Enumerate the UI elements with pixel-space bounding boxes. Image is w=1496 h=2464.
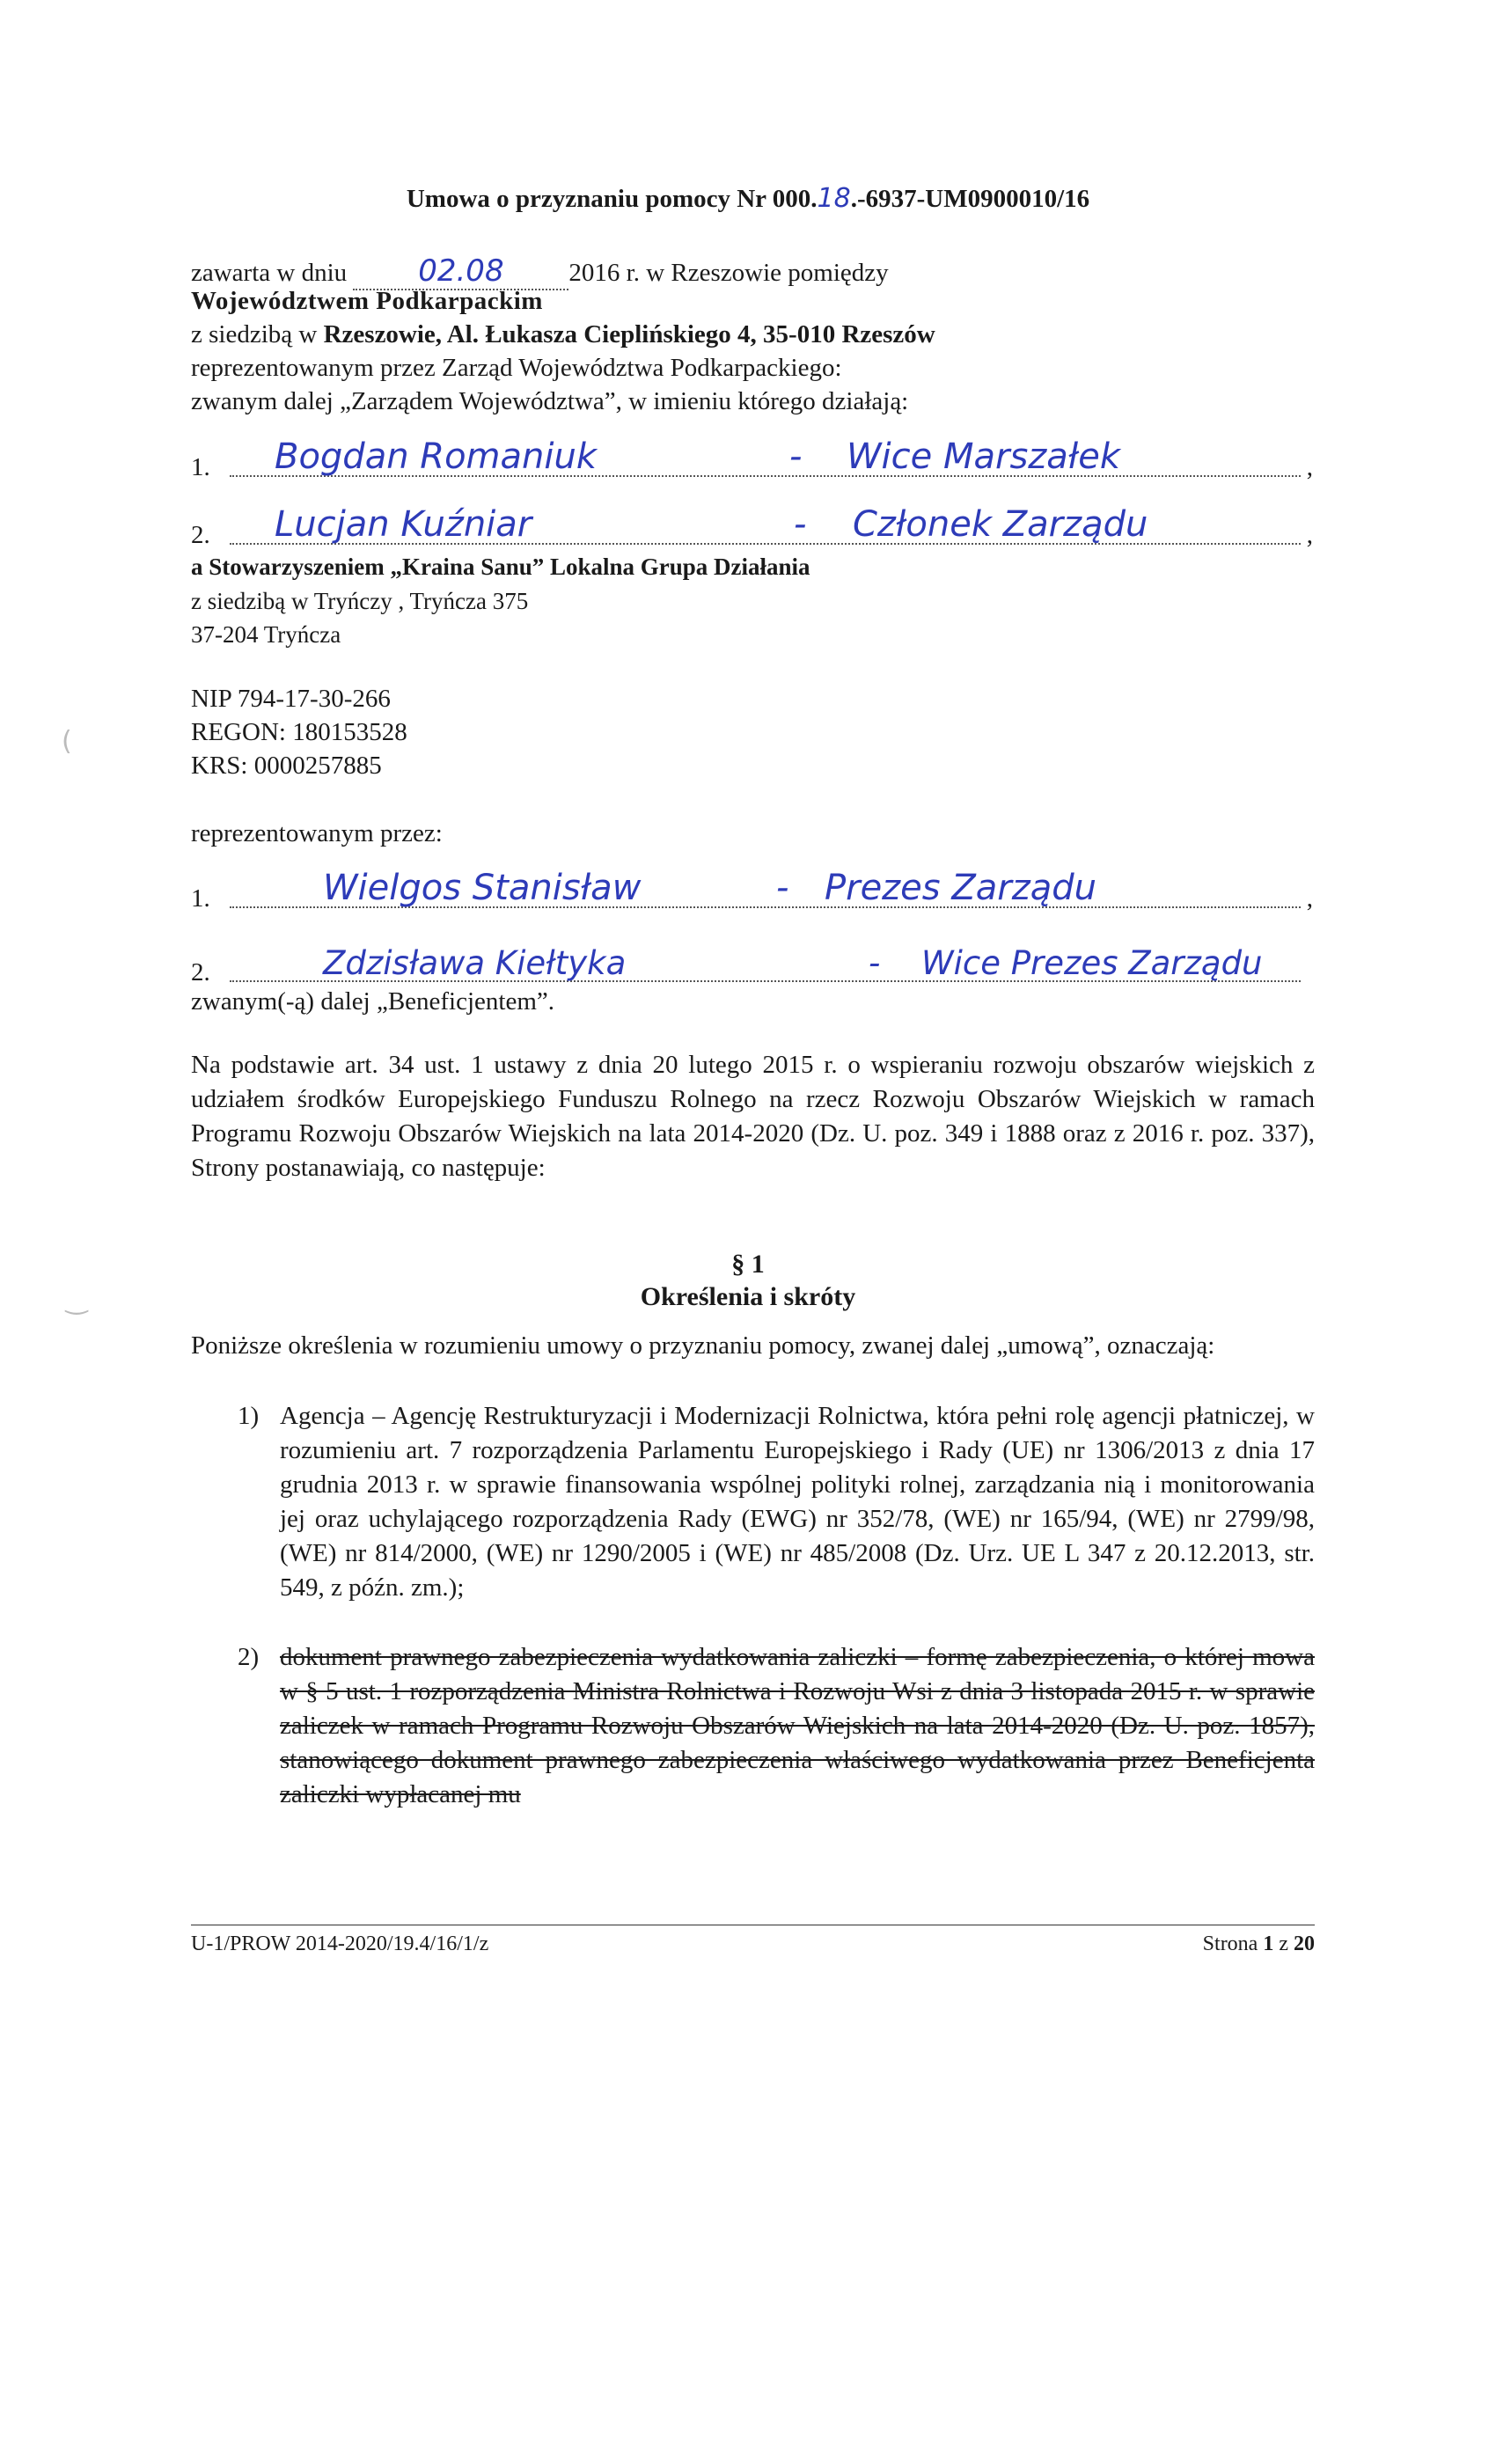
definition-item-1: [238, 1399, 1315, 1676]
item-text: Agencja – Agencję Restrukturyzacji i Modernizacji Rolnictwa, która pełni rolę agencji płatniczej, w rozumieniu art. 7 rozporządzenia Parlamentu Europejskiego i Rady (UE) nr 1306/2013 z dnia 17 grudnia 2013 r. w sprawie finansowania wspólnej polityki rolnej, zarządzania nią i monitorowania jej oraz uchylającego rozporządzenia Rady (EWG) nr 352/78, (WE) nr 165/94, (WE) nr 2799/98, (WE) nr 814/2000, (WE) nr 1290/2005 i (WE) nr 485/2008 (Dz. Urz. UE L 347 z 20.12.2013, str. 549, z późn. zm.);: [280, 1402, 1315, 1602]
handwritten-dash: -: [794, 504, 807, 545]
representative-number: 2.: [191, 958, 210, 986]
party1-seat-address: Rzeszowie, Al. Łukasza Cieplińskiego 4, 35-010 Rzeszów: [323, 320, 935, 348]
handwritten-representative-role: Wice Marszałek: [847, 436, 1121, 477]
party1-seat-prefix: z siedzibą w: [191, 320, 324, 348]
handwritten-representative-role: Wice Prezes Zarządu: [921, 944, 1263, 982]
handwritten-representative-name: Zdzisława Kiełtyka: [323, 944, 627, 982]
date-field: [353, 253, 568, 290]
date-line: [191, 253, 889, 290]
handwritten-dash: -: [776, 868, 789, 908]
title-suffix: .-6937-UM0900010/16: [850, 185, 1090, 213]
date-line-after: 2016 r. w Rzeszowie pomiędzy: [568, 259, 889, 287]
item-number: 2): [238, 1643, 260, 1671]
line-end: ,: [1306, 521, 1313, 549]
section-heading: Określenia i skróty: [640, 1282, 856, 1311]
handwritten-representative-role: Prezes Zarządu: [825, 868, 1096, 908]
board-representative-1: [191, 436, 1313, 482]
handwritten-representative-role: Członek Zarządu: [853, 504, 1148, 545]
handwritten-contract-number: 18: [817, 183, 851, 214]
line-end: ,: [1306, 884, 1313, 913]
representative-number: 1.: [191, 884, 210, 913]
party2-name: a Stowarzyszeniem „Kraina Sanu” Lokalna Grupa Działania: [191, 554, 810, 580]
handwritten-dash: -: [869, 944, 881, 982]
item-number: 1): [238, 1402, 260, 1430]
section-symbol: § 1: [731, 1250, 765, 1279]
party1-seat: [191, 320, 935, 349]
party2-krs: KRS: 0000257885: [191, 752, 382, 780]
party2-seat: z siedzibą w Tryńczy , Tryńcza 375: [191, 588, 529, 614]
definition-item-2: [238, 1640, 1315, 1816]
date-line-before: zawarta w dniu: [191, 259, 354, 287]
party2-nip: NIP 794-17-30-266: [191, 685, 391, 713]
party2-called: zwanym(-ą) dalej „Beneficjentem”.: [191, 987, 555, 1016]
handwritten-date: 02.08: [418, 253, 504, 289]
legal-basis-paragraph: Na podstawie art. 34 ust. 1 ustawy z dnia 20 lutego 2015 r. o wspieraniu rozwoju obszarów wiejskich z udziałem środków Europejskiego Funduszu Rolnego na rzecz Rozwoju Obszarów Wiejskich w ramach Programu Rozwoju Obszarów Wiejskich na lata 2014-2020 (Dz. U. poz. 349 i 1888 oraz z 2016 r. poz. 337), Strony postanawiają, co następuje:: [191, 1051, 1315, 1182]
party1-called: zwanym dalej „Zarządem Województwa”, w imieniu którego działają:: [191, 387, 909, 415]
page-current: 1: [1263, 1932, 1274, 1955]
handwritten-representative-name: Lucjan Kuźniar: [275, 504, 532, 545]
party1-name: Województwem Podkarpackim: [191, 287, 543, 315]
footer-document-code: U-1/PROW 2014-2020/19.4/16/1/z: [191, 1932, 489, 1955]
footer-page-number: [1203, 1932, 1315, 1956]
scan-mark: ‿: [66, 1285, 88, 1316]
beneficiary-representative-1: [191, 868, 1313, 913]
party1-represented: reprezentowanym przez Zarząd Województwa Podkarpackiego:: [191, 354, 842, 382]
section-intro: Poniższe określenia w rozumieniu umowy o przyznaniu pomocy, zwanej dalej „umową”, oznaczają:: [191, 1331, 1215, 1360]
item-text-struck: dokument prawnego zabezpieczenia wydatkowania zaliczki – formę zabezpieczenia, o której mowa w § 5 ust. 1 rozporządzenia Ministra Rolnictwa i Rozwoju Wsi z dnia 3 listopada 2015 r. w sprawie zaliczek w ramach Programu Rozwoju Obszarów Wiejskich na lata 2014-2020 (Dz. U. poz. 1857), stanowiącego dokument prawnego zabezpieczenia właściwego wydatkowania przez Beneficjenta zaliczki wypłacanej mu: [280, 1643, 1315, 1808]
representative-number: 2.: [191, 521, 210, 549]
contract-title: [0, 183, 1496, 214]
representative-number: 1.: [191, 453, 210, 481]
beneficiary-representative-2: [191, 944, 1313, 987]
party2-postal: 37-204 Tryńcza: [191, 621, 341, 648]
handwritten-representative-name: Bogdan Romaniuk: [275, 436, 597, 477]
page-total: 20: [1294, 1932, 1315, 1955]
handwritten-representative-name: Wielgos Stanisław: [323, 868, 642, 908]
party2-represented: reprezentowanym przez:: [191, 819, 443, 847]
board-representative-2: [191, 504, 1313, 550]
scan-mark: (: [62, 726, 72, 757]
title-prefix: Umowa o przyznaniu pomocy Nr 000.: [406, 185, 818, 213]
party2-regon: REGON: 180153528: [191, 718, 407, 746]
page-separator: z: [1273, 1932, 1294, 1955]
handwritten-dash: -: [789, 436, 803, 477]
line-end: ,: [1306, 453, 1313, 481]
page-prefix: Strona: [1202, 1932, 1264, 1955]
